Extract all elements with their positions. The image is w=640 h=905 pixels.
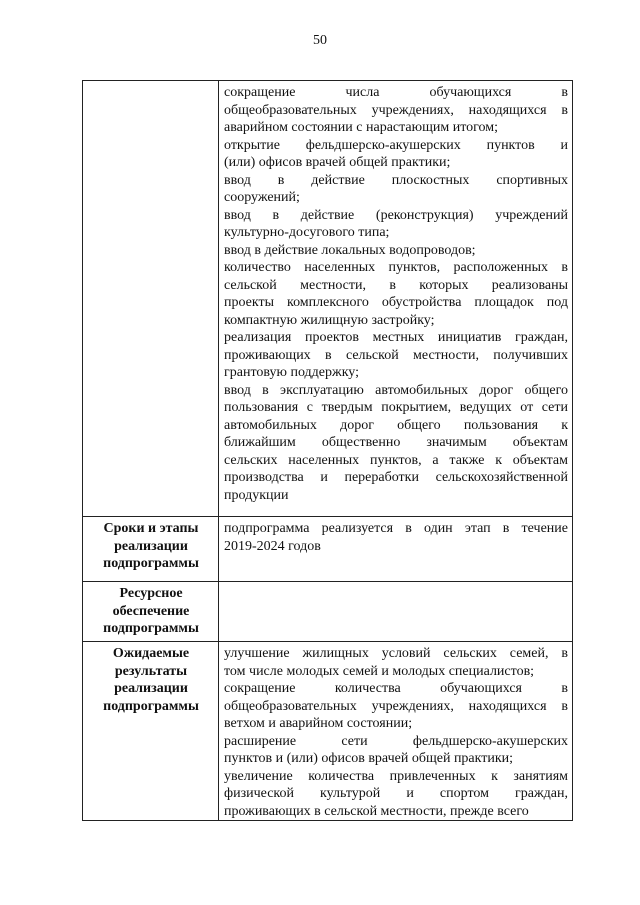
content-line: сельских населенных пунктов, а также к объектам (224, 452, 568, 468)
content-line: ближайшим общественно значимым объектам (224, 435, 568, 450)
content-line: физической культурой и спортом граждан, (224, 786, 568, 801)
page-number: 50 (313, 33, 327, 48)
content-line: улучшение жилищных условий сельских семей, в (224, 646, 568, 661)
table-row (83, 642, 573, 821)
table-row (83, 81, 573, 517)
content-line: сокращение количества обучающихся в (224, 681, 568, 696)
content-line: ввод в эксплуатацию автомобильных дорог общего (224, 382, 568, 398)
content-line: реализация проектов местных инициатив граждан, (224, 330, 568, 345)
content-line: сооружений; (224, 190, 300, 205)
content-line: (или) офисов врачей общей практики; (224, 155, 451, 170)
content-line: культурно-досугового типа; (224, 225, 390, 240)
row-label: Сроки и этапы реализации подпрограммы (83, 517, 219, 582)
row-label: Ресурсное обеспечение подпрограммы (83, 582, 219, 642)
content-line: сокращение числа обучающихся в (224, 85, 568, 100)
content-line: грантовую поддержку; (224, 365, 360, 380)
content-line: количество населенных пунктов, расположенных в (224, 260, 568, 275)
content-line: продукции (224, 487, 289, 503)
content-line: проекты комплексного обустройства площадок под (224, 295, 568, 310)
content-line: общеобразовательных учреждениях, находящихся в (224, 698, 568, 714)
content-line: ввод в действие (реконструкция) учреждений (224, 207, 568, 223)
content-line: ввод в действие локальных водопроводов; (224, 242, 476, 258)
content-line: расширение сети фельдшерско-акушерских (224, 733, 568, 749)
content-line: ветхом и аварийном состоянии; (224, 716, 413, 731)
content-line: том числе молодых семей и молодых специалистов; (224, 663, 535, 679)
subprogram-passport-table (82, 80, 573, 821)
content-line: общеобразовательных учреждениях, находящихся в (224, 102, 568, 118)
table-row (83, 582, 573, 642)
content-line: проживающих в сельской местности, прежде всего (224, 803, 529, 819)
content-line: ввод в действие плоскостных спортивных (224, 172, 568, 188)
row-content (219, 582, 573, 642)
content-line: 2019-2024 годов (224, 538, 321, 554)
content-line: компактную жилищную застройку; (224, 312, 435, 328)
table-row (83, 517, 573, 582)
row-content (219, 517, 573, 582)
row-label: Ожидаемые результаты реализации подпрограммы (83, 642, 219, 821)
content-line: сельской местности, в которых реализованы (224, 277, 568, 293)
row-label (83, 81, 219, 517)
content-line: подпрограмма реализуется в один этап в течение (224, 521, 568, 536)
content-line: автомобильных дорог общего пользования к (224, 417, 568, 433)
row-content (219, 642, 573, 821)
content-line: пользования с твердым покрытием, ведущих от сети (224, 400, 568, 415)
content-line: аварийном состоянии с нарастающим итогом; (224, 120, 499, 135)
content-line: открытие фельдшерско-акушерских пунктов и (224, 137, 568, 153)
content-line: пунктов и (или) офисов врачей общей практики; (224, 751, 514, 766)
row-content (219, 81, 573, 517)
content-line: увеличение количества привлеченных к занятиям (224, 768, 568, 784)
content-line: проживающих в сельской местности, получивших (224, 347, 568, 363)
content-line: производства и переработки сельскохозяйственной (224, 470, 568, 485)
